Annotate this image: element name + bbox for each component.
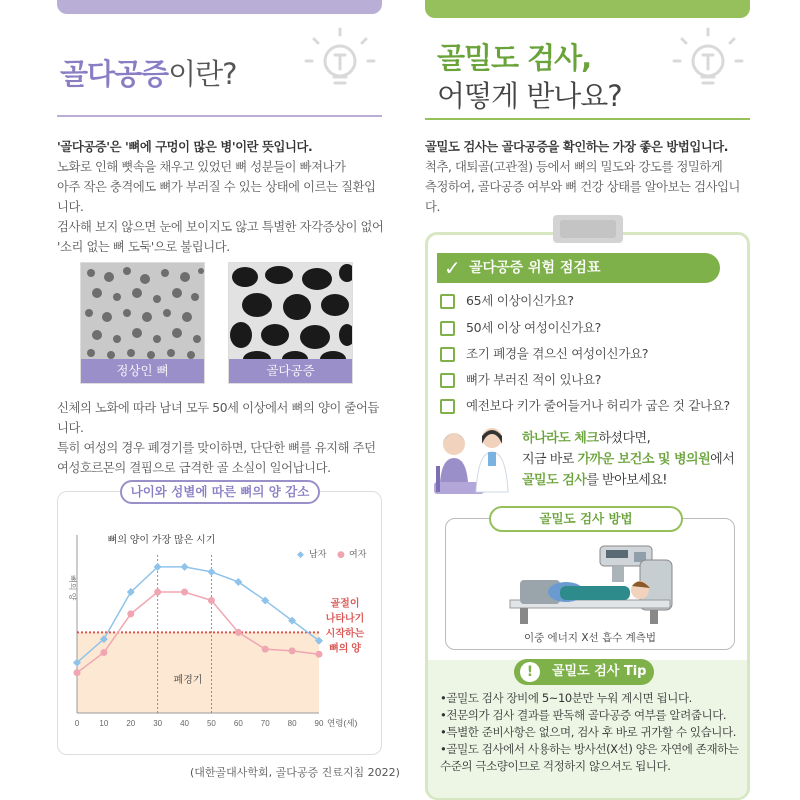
- menopause-label: 폐경기: [173, 675, 203, 686]
- x-tick-label: 30: [153, 719, 163, 728]
- aging-line: 신체의 노화에 따라 남녀 모두 50세 이상에서 뼈의 양이 줄어듭니다.: [57, 401, 379, 435]
- right-intro-bold: 골밀도 검사는 골다공증을 확인하는 가장 좋은 방법입니다.: [425, 140, 729, 154]
- x-tick-label: 0: [74, 719, 80, 728]
- advice-text-part: 하셨다면,: [598, 431, 651, 446]
- tip-item: 수준의 극소량이므로 걱정하지 않으셔도 됩니다.: [440, 759, 671, 773]
- series-female-point: [154, 589, 161, 596]
- tip-item: •특별한 준비사항은 없으며, 검사 후 바로 귀가할 수 있습니다.: [440, 725, 736, 739]
- checkbox[interactable]: [440, 321, 455, 336]
- advice-highlight: 가까운 보건소 및 병의원: [577, 452, 711, 467]
- checklist-item-label: 조기 폐경을 겪으신 여성이신가요?: [466, 346, 649, 361]
- series-female-point: [181, 589, 188, 596]
- method-caption: 이중 에너지 X선 흡수 계측법: [523, 632, 657, 644]
- series-female-point: [262, 646, 269, 653]
- series-female-point: [235, 629, 242, 636]
- clipboard-clip-inner: [560, 220, 616, 238]
- checkbox[interactable]: [440, 347, 455, 362]
- checklist-item[interactable]: [440, 396, 730, 414]
- checklist-item[interactable]: [440, 370, 601, 388]
- method-title: 골밀도 검사 방법: [489, 506, 683, 532]
- series-female-point: [100, 649, 107, 656]
- threshold-label-line: 시작하는: [325, 628, 365, 640]
- checklist-item-label: 65세 이상이신가요?: [466, 293, 574, 308]
- source-citation: (대한골대사학회, 골다공증 진료지침 2022): [190, 766, 400, 779]
- exclamation-icon: !: [520, 662, 540, 682]
- x-tick-label: 80: [287, 719, 297, 728]
- right-intro-line: 측정하여, 골다공증 여부와 뼈 건강 상태를 알아보는 검사입니다.: [425, 180, 741, 214]
- chart-legend: [297, 548, 367, 560]
- osteoporosis-bone-image: [228, 262, 353, 384]
- checklist-item-label: 예전보다 키가 줄어들거나 허리가 굽은 것 같나요?: [466, 398, 730, 413]
- x-tick-label: 10: [99, 719, 109, 728]
- x-tick-label: 20: [126, 719, 136, 728]
- osteoporosis-bone-caption: 골다공증: [229, 359, 352, 383]
- series-female-point: [208, 597, 215, 604]
- checklist-item[interactable]: [440, 318, 601, 336]
- legend-male-marker: ◆: [297, 550, 304, 560]
- aging-line: 여성호르몬의 결핍으로 급격한 골 소실이 일어납니다.: [57, 461, 331, 475]
- left-intro: [57, 137, 387, 257]
- advice-highlight: 골밀도 검사: [522, 473, 587, 488]
- checkmark-icon: ✓: [444, 256, 461, 280]
- series-male-point: [181, 563, 189, 571]
- x-tick-label: 50: [206, 719, 216, 728]
- series-female-point: [127, 610, 134, 617]
- dexa-machine-illustration: [500, 540, 685, 628]
- y-axis-label: 뼈의 양: [68, 575, 77, 601]
- series-female-point: [74, 669, 81, 676]
- series-female-point: [316, 651, 323, 658]
- left-intro-line: '소리 없는 뼈 도둑'으로 불립니다.: [57, 240, 230, 254]
- checkbox[interactable]: [440, 373, 455, 388]
- left-heading-rest: 이란?: [168, 57, 237, 91]
- checklist-item[interactable]: [440, 291, 574, 309]
- normal-bone-image: [80, 262, 205, 384]
- left-heading-highlight: 골다공증: [60, 57, 169, 91]
- x-tick-label: 60: [233, 719, 243, 728]
- tip-item: •골밀도 검사 장비에 5~10분만 누워 계시면 됩니다.: [440, 691, 692, 705]
- checklist-item-label: 50세 이상 여성이신가요?: [466, 320, 601, 335]
- left-top-bar: [57, 0, 382, 14]
- advice-text-part: 를 받아보세요!: [586, 473, 668, 488]
- left-aging-text: [57, 398, 387, 478]
- below-threshold-fill: [77, 632, 319, 713]
- left-intro-line: 노화로 인해 뼛속을 채우고 있었던 뼈 성분들이 빠져나가: [57, 160, 346, 174]
- right-intro: [425, 137, 755, 217]
- right-heading-line2: 어떻게 받나요?: [437, 79, 622, 113]
- checklist-item-label: 뼈가 부러진 적이 있나요?: [466, 372, 602, 387]
- checkbox[interactable]: [440, 294, 455, 309]
- advice-text-part: 에서: [710, 452, 735, 467]
- left-intro-line: 검사해 보지 않으면 눈에 보이지도 않고 특별한 자각증상이 없어: [57, 220, 384, 234]
- legend-male-label: 남자: [309, 549, 327, 559]
- x-axis-label: 연령(세): [327, 718, 358, 728]
- advice-highlight: 하나라도 체크: [522, 431, 599, 446]
- tip-item: •골밀도 검사에서 사용하는 방사선(X선) 양은 자연에 존재하는: [440, 742, 739, 756]
- lightbulb-icon: [668, 25, 748, 105]
- right-divider: [425, 118, 750, 120]
- chart-title: 나이와 성별에 따른 뼈의 양 감소: [120, 480, 320, 504]
- left-intro-bold: '골다공증'은 '뼈에 구멍이 많은 병'이란 뜻입니다.: [57, 140, 313, 154]
- x-tick-label: 70: [260, 719, 270, 728]
- right-intro-line: 척추, 대퇴골(고관절) 등에서 뼈의 밀도와 강도를 정밀하게: [425, 160, 723, 174]
- x-tick-label: 40: [180, 719, 190, 728]
- checklist-item[interactable]: [440, 344, 648, 362]
- normal-bone-caption: 정상인 뼈: [81, 359, 204, 383]
- legend-female-marker: ●: [337, 550, 345, 560]
- series-female-point: [289, 647, 296, 654]
- legend-female-label: 여자: [349, 549, 367, 559]
- right-heading-line1: 골밀도 검사,: [437, 41, 592, 75]
- threshold-label-line: 골절이: [330, 598, 360, 610]
- aging-line: 특히 여성의 경우 폐경기를 맞이하면, 단단한 뼈를 유지해 주던: [57, 441, 376, 455]
- threshold-label-line: 나타나기: [325, 613, 365, 625]
- left-divider: [57, 115, 382, 117]
- doctor-patient-illustration: [432, 422, 518, 498]
- checkbox[interactable]: [440, 399, 455, 414]
- threshold-label-line: 뼈의 양: [329, 643, 361, 655]
- advice-text: [522, 428, 747, 491]
- checklist-title: 골다공증 위험 점검표: [437, 253, 720, 283]
- left-intro-line: 아주 작은 충격에도 뼈가 부러질 수 있는 상태에 이르는 질환입니다.: [57, 180, 376, 214]
- tip-item: •전문의가 검사 결과를 판독해 골다공증 여부를 알려줍니다.: [440, 708, 727, 722]
- right-top-bar: [425, 0, 750, 18]
- left-heading: [60, 52, 236, 93]
- tip-title: 골밀도 검사 Tip: [514, 659, 654, 685]
- series-male-point: [207, 568, 215, 576]
- x-tick-label: 90: [314, 719, 324, 728]
- advice-text-part: 지금 바로: [522, 452, 578, 467]
- lightbulb-icon: [300, 25, 380, 105]
- peak-label: 뼈의 양이 가장 많은 시기: [107, 535, 216, 546]
- bone-mass-chart: [57, 505, 382, 745]
